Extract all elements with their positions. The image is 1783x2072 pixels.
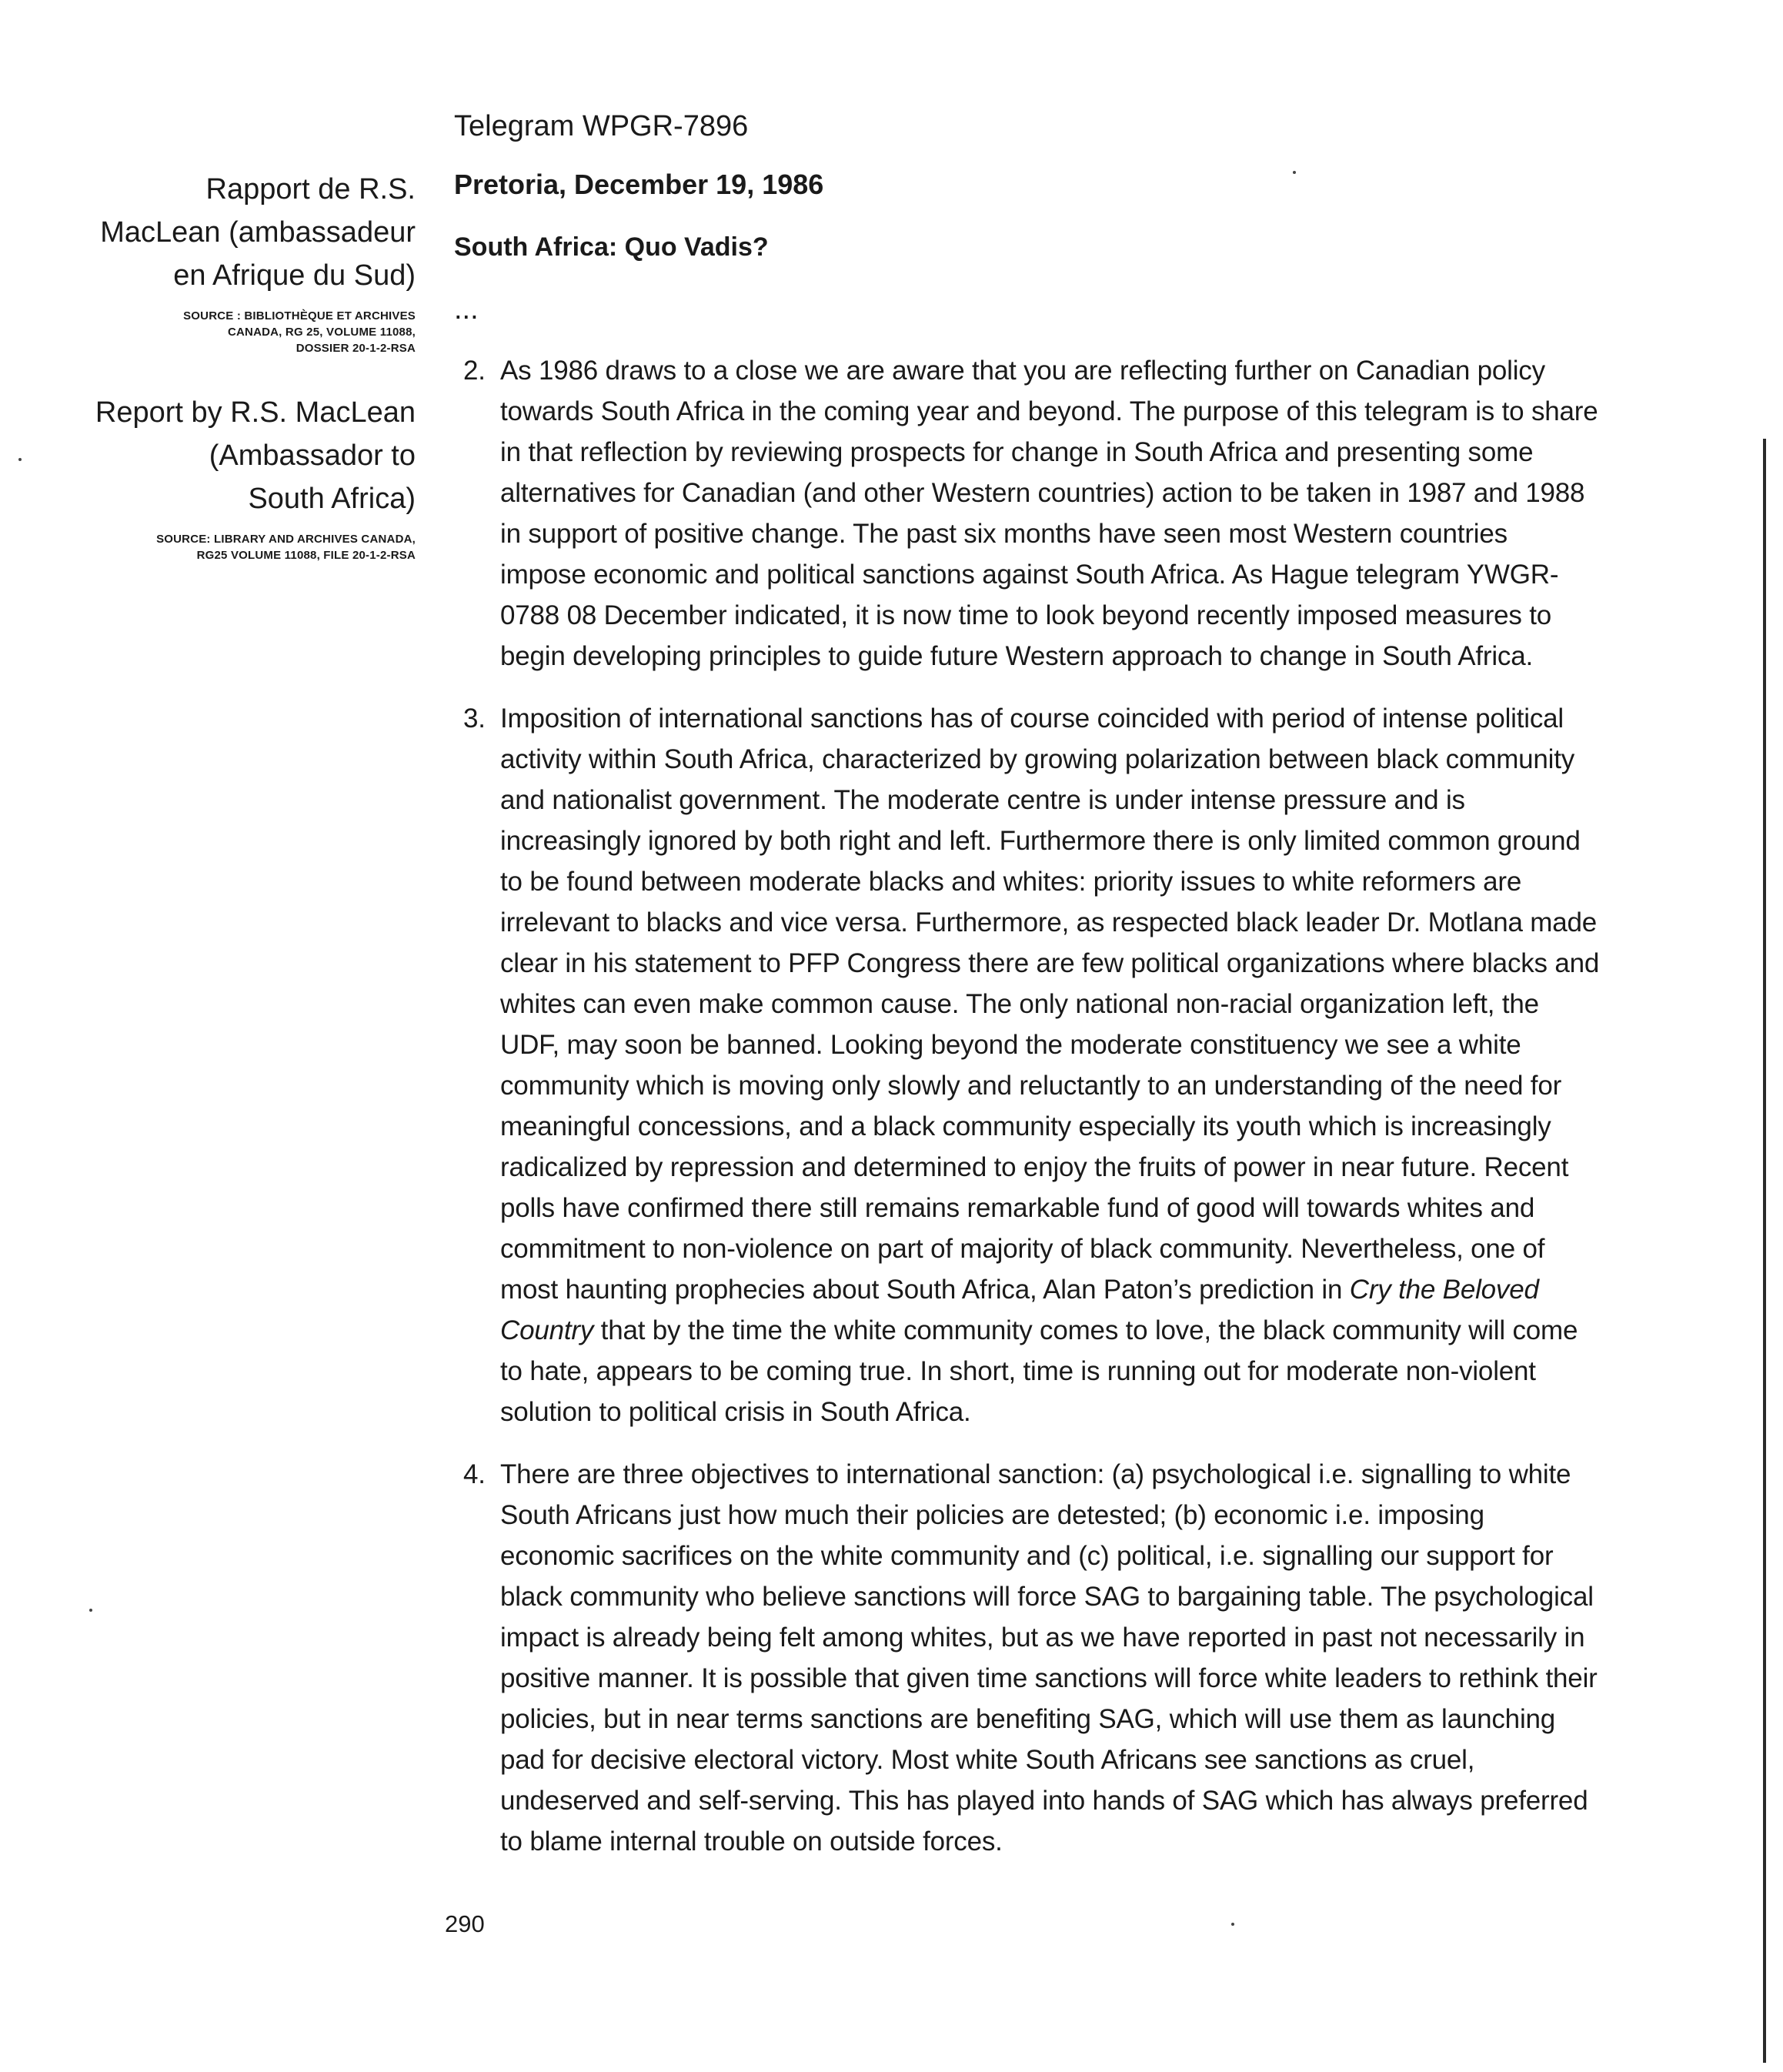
french-source-line: CANADA, RG 25, VOLUME 11088, [227,326,416,339]
french-title-line: MacLean (ambassadeur [100,216,416,249]
paragraph-text-part: that by the time the white community comes to love, the black community will come to hate, appears to be coming true. In short, time is running out for moderate non-violent solution to political crisis in South Africa. [500,1315,1578,1427]
english-source-line: RG25 VOLUME 11088, FILE 20-1-2-RSA [196,549,416,562]
english-source-note [92,531,416,563]
telegram-id: Telegram WPGR-7896 [454,110,749,142]
paragraph-3 [454,698,1601,1432]
french-title-line: Rapport de R.S. [205,173,416,206]
english-source-line: SOURCE: LIBRARY AND ARCHIVES CANADA, [156,533,416,546]
scan-speck [1293,171,1296,174]
scan-speck [18,458,22,461]
paragraph-4 [454,1454,1601,1862]
paragraph-number: 4. [463,1459,486,1489]
french-source-line: DOSSIER 20-1-2-RSA [295,342,416,355]
scan-speck [1231,1923,1234,1926]
omission-ellipsis: ... [454,293,479,326]
english-title-line: Report by R.S. MacLean [95,396,416,429]
paragraph-text-part: Imposition of international sanctions has of course coincided with period of intense political activity within South Africa, characterized by growing polarization between black community and nationalist government. The moderate centre is under intense pressure and is increasingly ignored by both right and left. Furthermore there is only limited common ground to be found between moderate blacks and whites: priority issues to white reformers are irrelevant to blacks and vice versa. Furthermore, as respected black leader Dr. Motlana made clear in his statement to PFP Congress there are few political organizations where blacks and whites can even make common cause. The only national non-racial organization left, the UDF, may soon be banned. Looking beyond the moderate constituency we see a white community which is moving only slowly and reluctantly to an understanding of the need for meaningful concessions, and a black community especially its youth which is increasingly radicalized by repression and determined to enjoy the fruits of power in near future. Recent polls have confirmed there still remains remarkable fund of good will towards whites and commitment to non-violence on part of majority of black community. Nevertheless, one of most haunting prophecies about South Africa, Alan Paton’s prediction in [500,703,1600,1305]
paragraph-number: 2. [463,356,486,386]
french-source-line: SOURCE : BIBLIOTHÈQUE ET ARCHIVES [183,309,416,322]
subject-heading: South Africa: Quo Vadis? [454,232,769,262]
numbered-paragraphs [454,350,1601,1883]
page-number: 290 [445,1910,485,1937]
english-record-title [92,391,416,520]
french-source-note [92,308,416,356]
french-title-line: en Afrique du Sud) [173,259,416,292]
english-title-line: South Africa) [248,483,416,515]
paragraph-number: 3. [463,703,486,734]
paragraph-text [500,703,1599,1427]
paragraph-2 [454,350,1601,677]
english-title-line: (Ambassador to [209,439,416,472]
paragraph-text: As 1986 draws to a close we are aware that you are reflecting further on Canadian policy towards South Africa in the coming year and beyond. The purpose of this telegram is to share in that reflection by reviewing prospects for change in South Africa and presenting some alternatives for Canadian (and other Western countries) action to be taken in 1987 and 1988 in support of positive change. The past six months have seen most Western countries impose economic and political sanctions against South Africa. As Hague telegram YWGR-0788 08 December indicated, it is now time to look beyond recently imposed measures to begin developing principles to guide future Western approach to change in South Africa. [500,356,1598,671]
sidebar-french-record [92,168,416,356]
sidebar-english-record [92,391,416,563]
scan-speck [89,1609,92,1612]
book-title-italic: Cry the Beloved Country [500,1275,1539,1345]
date-line: Pretoria, December 19, 1986 [454,169,824,200]
paragraph-text: There are three objectives to international sanction: (a) psychological i.e. signalling to white South Africans just how much their policies are detested; (b) economic i.e. imposing economic sacrifices on the white community and (c) political, i.e. signalling our support for black community who believe sanctions will force SAG to bargaining table. The psychological impact is already being felt among whites, but as we have reported in past not necessarily in positive manner. It is possible that given time sanctions will force white leaders to rethink their policies, but in near terms sanctions are benefiting SAG, which will use them as launching pad for decisive electoral victory. Most white South Africans see sanctions as cruel, undeserved and self-serving. This has played into hands of SAG which has always preferred to blame internal trouble on outside forces. [500,1459,1598,1856]
scan-edge-line [1763,439,1766,2063]
french-record-title [92,168,416,297]
